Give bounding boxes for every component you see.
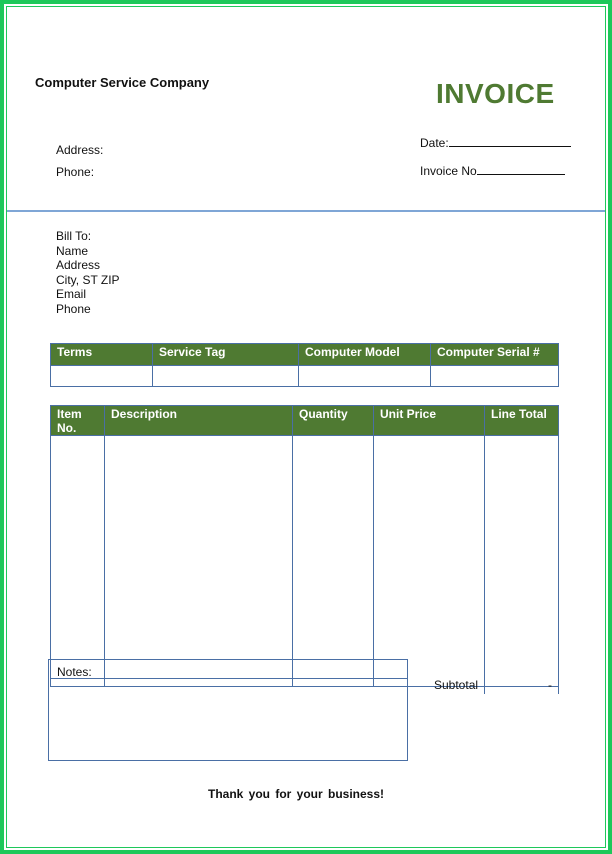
date-label: Date:	[420, 136, 449, 150]
service-tag-cell[interactable]	[153, 366, 299, 387]
subtotal-value: -	[548, 678, 552, 692]
bill-to-email: Email	[56, 287, 87, 301]
col-quantity: Quantity	[293, 406, 374, 436]
col-line-total: Line Total	[485, 406, 559, 436]
subtotal-label: Subtotal	[434, 678, 479, 692]
service-info-table	[50, 343, 559, 387]
description-cell[interactable]	[105, 436, 293, 687]
col-service-tag: Service Tag	[153, 344, 299, 366]
line-total-cell[interactable]	[485, 436, 559, 687]
quantity-cell[interactable]	[293, 436, 374, 687]
notes-label: Notes:	[57, 665, 92, 679]
item-no-cell[interactable]	[51, 436, 105, 687]
line-total-left-border	[484, 659, 485, 694]
bill-to-city-state-zip: City, ST ZIP	[56, 272, 120, 287]
col-computer-serial: Computer Serial #	[431, 344, 559, 366]
phone-label: Phone:	[56, 165, 95, 179]
computer-serial-cell[interactable]	[431, 366, 559, 387]
col-description: Description	[105, 406, 293, 436]
bill-to-phone: Phone	[56, 301, 91, 316]
items-body-row	[51, 436, 559, 687]
line-total-right-border	[558, 659, 559, 694]
line-items-table	[50, 405, 559, 687]
invoice-title: INVOICE	[436, 78, 555, 109]
col-computer-model: Computer Model	[299, 344, 431, 366]
invoice-no-label: Invoice No	[420, 164, 477, 178]
address-label: Address:	[56, 143, 104, 157]
service-table-row	[51, 366, 559, 387]
computer-model-cell[interactable]	[299, 366, 431, 387]
bill-to-name: Name	[56, 243, 89, 258]
bill-to-heading: Bill To:	[56, 229, 92, 243]
header-divider	[7, 210, 605, 212]
col-item-no: Item No.	[51, 406, 105, 436]
col-terms: Terms	[51, 344, 153, 366]
terms-cell[interactable]	[51, 366, 153, 387]
unit-price-cell[interactable]	[374, 436, 485, 687]
bill-to-address: Address	[56, 258, 101, 272]
thank-you-message: Thank you for your business!	[208, 787, 385, 801]
invoice-number-field[interactable]	[420, 163, 565, 178]
items-table-header	[51, 406, 559, 436]
col-unit-price: Unit Price	[374, 406, 485, 436]
notes-box[interactable]	[48, 659, 408, 761]
invoice-no-blank-line	[477, 163, 565, 175]
date-field[interactable]	[420, 135, 571, 150]
service-table-header	[51, 344, 559, 366]
date-blank-line	[449, 135, 571, 147]
company-name: Computer Service Company	[35, 75, 210, 90]
bill-to-block	[56, 229, 120, 316]
